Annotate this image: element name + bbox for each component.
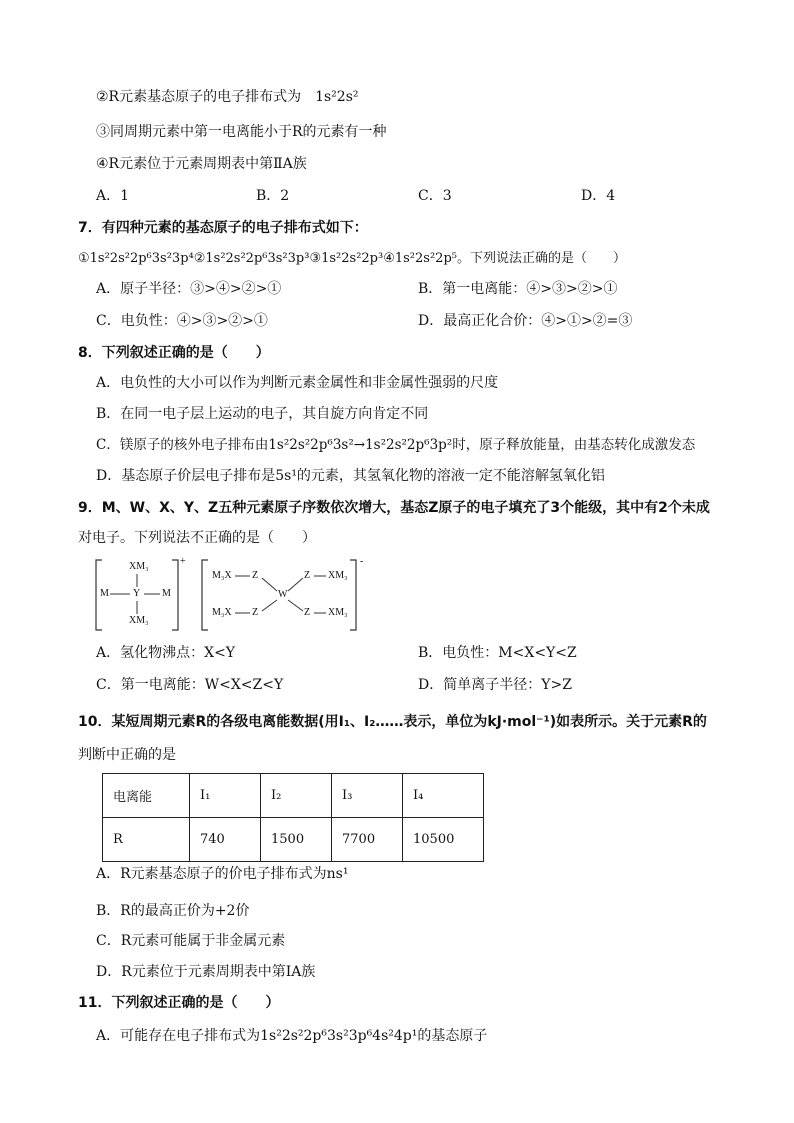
q9-option-d: D．简单离子半径：Y>Z: [418, 677, 572, 693]
anion-z-4: Z: [304, 607, 311, 618]
table-cell: 电离能: [103, 774, 190, 818]
table-cell: I₁: [190, 774, 261, 818]
q6-option-c: C．3: [418, 188, 452, 204]
anion-top-right-group: XM₃: [328, 570, 348, 581]
q8-option-c: C．镁原子的核外电子排布由1s²2s²2p⁶3s²→1s²2s²2p⁶3p²时，原子释放能量，由基态转化成激发态: [96, 437, 696, 453]
anion-bottom-left-group: M₃X: [212, 607, 232, 618]
q7-option-c: C．电负性：④>③>②>①: [96, 313, 268, 329]
q10-stem-line2: 判断中正确的是: [78, 747, 176, 763]
table-header-row: [103, 774, 484, 818]
q9-stem-line1: 9．M、W、X、Y、Z五种元素原子序数依次增大，基态Z原子的电子填充了3个能级，其中有2个未成: [78, 500, 710, 516]
ionization-energy-table: [102, 773, 484, 862]
anion-top-left-group: M₃X: [212, 570, 232, 581]
q8-option-d: D．基态原子价层电子排布是5s¹的元素，其氢氧化物的溶液一定不能溶解氢氧化铝: [96, 468, 605, 484]
q7-configurations: ①1s²2s²2p⁶3s²3p⁴②1s²2s²2p⁶3s²3p³③1s²2s²2p³④1s²2s²2p⁵。下列说法正确的是（ ）: [78, 251, 626, 266]
q11-stem: 11．下列叙述正确的是（ ）: [78, 995, 280, 1011]
anion-z-1: Z: [252, 570, 259, 581]
cation-charge: +: [180, 556, 186, 567]
q6-option-b: B．2: [256, 188, 290, 204]
q6-statement-4: ④R元素位于元素周期表中第ⅡA族: [96, 156, 307, 172]
q8-option-a: A．电负性的大小可以作为判断元素金属性和非金属性强弱的尺度: [96, 375, 499, 391]
q7-option-b: B．第一电离能：④>③>②>①: [418, 281, 618, 297]
table-row: [103, 818, 484, 862]
anion-charge: -: [360, 556, 364, 567]
q7-option-a: A．原子半径：③>④>②>①: [96, 281, 282, 297]
q9-option-c: C．第一电离能：W<X<Z<Y: [96, 677, 284, 693]
table-cell: I₄: [403, 774, 484, 818]
q8-stem: 8．下列叙述正确的是（ ）: [78, 345, 270, 361]
anion-z-3: Z: [304, 570, 311, 581]
anion-bottom-right-group: XM₃: [328, 607, 348, 618]
q10-option-c: C．R元素可能属于非金属元素: [96, 933, 286, 949]
anion-z-2: Z: [252, 607, 259, 618]
cation-top-group: XM₃: [129, 561, 149, 572]
table-cell: R: [103, 818, 190, 862]
q6-statement-2: ②R元素基态原子的电子排布式为 1s²2s²: [96, 89, 359, 105]
table-cell: 7700: [332, 818, 403, 862]
anion-center-atom: W: [278, 589, 288, 600]
table-cell: 740: [190, 818, 261, 862]
cation-center-atom: Y: [133, 588, 141, 599]
q10-option-b: B．R的最高正价为+2价: [96, 903, 250, 919]
q9-stem-line2: 对电子。下列说法不正确的是（ ）: [78, 530, 316, 546]
q7-option-d: D．最高正化合价：④>①>②=③: [418, 313, 633, 329]
cation-bottom-group: XM₃: [129, 615, 149, 626]
q9-option-a: A．氢化物沸点：X<Y: [96, 645, 236, 661]
q10-option-d: D．R元素位于元素周期表中第ⅠA族: [96, 964, 316, 980]
table-cell: I₂: [261, 774, 332, 818]
q6-option-d: D．4: [581, 188, 616, 204]
q7-stem: 7．有四种元素的基态原子的电子排布式如下：: [78, 220, 368, 236]
q6-statement-3: ③同周期元素中第一电离能小于R的元素有一种: [96, 124, 387, 140]
table-cell: 1500: [261, 818, 332, 862]
cation-right-atom: M: [162, 588, 171, 599]
q6-option-a: A．1: [96, 188, 130, 204]
table-cell: I₃: [332, 774, 403, 818]
table-cell: 10500: [403, 818, 484, 862]
q9-option-b: B．电负性：M<X<Y<Z: [418, 645, 577, 661]
q8-option-b: B．在同一电子层上运动的电子，其自旋方向肯定不同: [96, 406, 429, 422]
q10-option-a: A．R元素基态原子的价电子排布式为ns¹: [96, 866, 349, 882]
q10-stem-line1: 10．某短周期元素R的各级电离能数据(用I₁、I₂……表示，单位为kJ·mol⁻¹)如表所示。关于元素R的: [78, 714, 707, 730]
ionic-structure-figure: [92, 556, 372, 636]
cation-left-atom: M: [100, 588, 109, 599]
q11-option-a: A．可能存在电子排布式为1s²2s²2p⁶3s²3p⁶4s²4p¹的基态原子: [96, 1028, 488, 1044]
